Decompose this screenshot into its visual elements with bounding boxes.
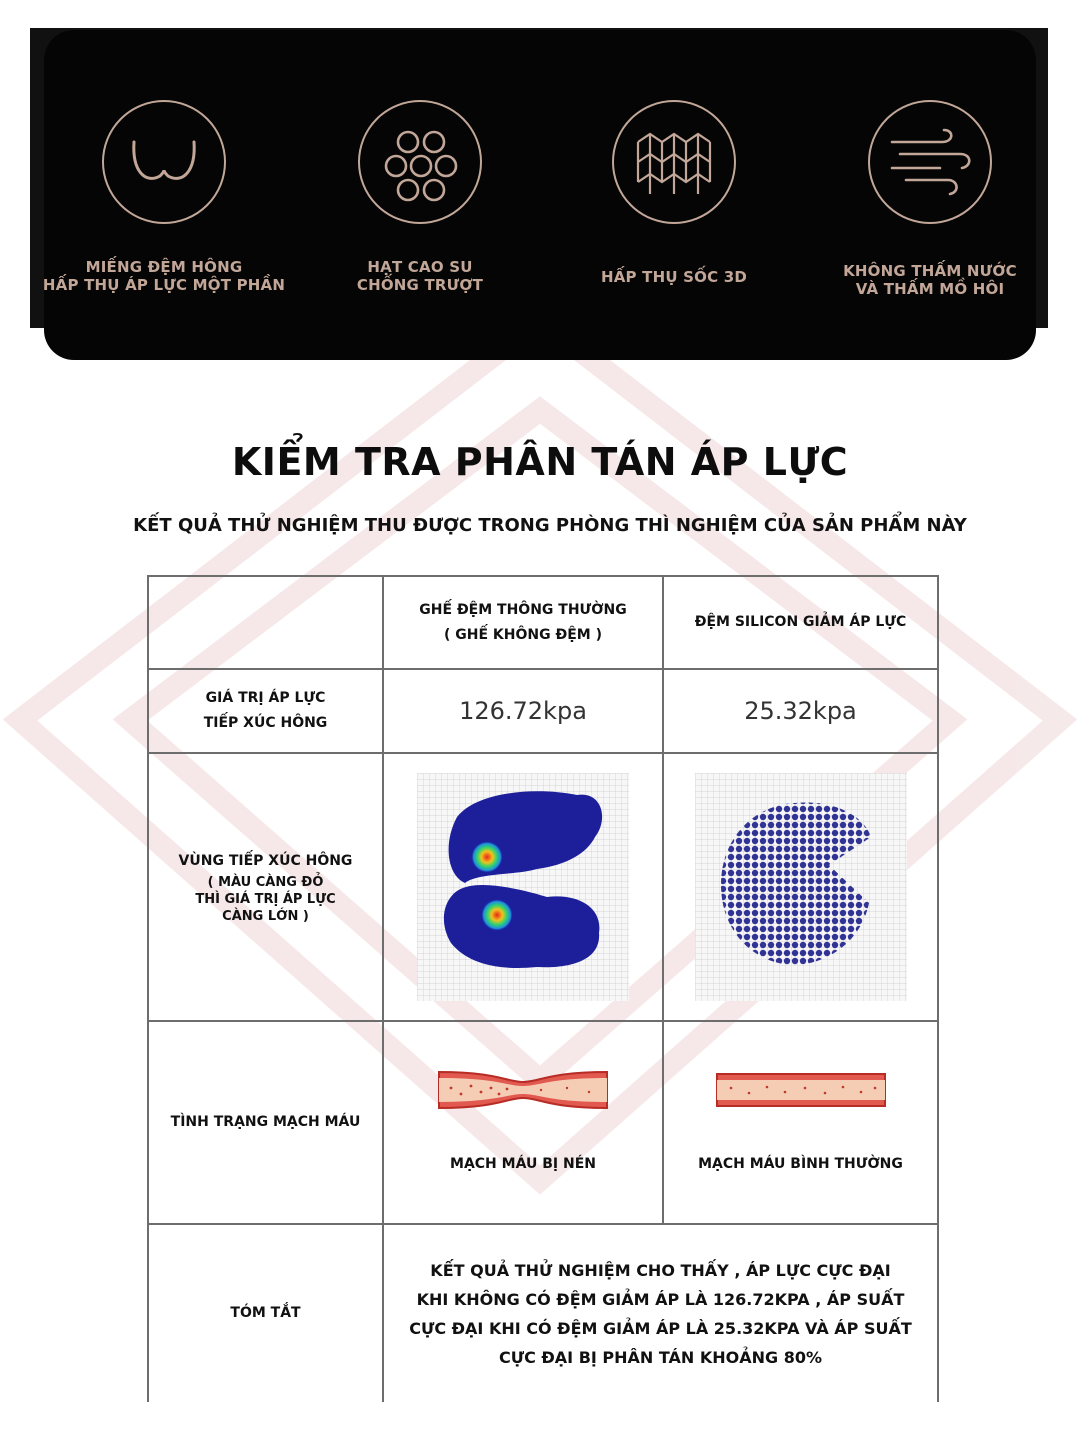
header-normal-line1: GHẾ ĐỆM THÔNG THƯỜNG xyxy=(419,601,627,618)
feature-banner xyxy=(44,30,1036,360)
pressure-value-silicon: 25.32kpa xyxy=(663,669,938,753)
row-label-contact-area xyxy=(148,753,383,1021)
buttock-pad-icon xyxy=(102,100,226,224)
pressure-map-silicon-image xyxy=(695,773,907,1001)
summary-line3: CỰC ĐẠI KHI CÓ ĐỆM GIẢM ÁP LÀ 25.32KPA VÀ ÁP SUẤT xyxy=(409,1318,912,1338)
feature-hip-pad xyxy=(34,100,294,294)
feature-rubber-dots xyxy=(290,100,550,294)
rubber-dots-icon xyxy=(358,100,482,224)
row-label-line2: TIẾP XÚC HÔNG xyxy=(203,715,328,731)
table-row xyxy=(148,753,938,1021)
feature-label-line2: HẤP THỤ ÁP LỰC MỘT PHẦN xyxy=(42,276,286,294)
table-row xyxy=(148,1224,938,1402)
feature-label-line1: HẠT CAO SU xyxy=(367,258,473,276)
vessel-normal-caption: MẠCH MÁU BỊ NÉN xyxy=(450,1156,596,1172)
feature-label-line1: KHÔNG THẤM NƯỚC xyxy=(843,262,1017,280)
vessel-normal-cell xyxy=(383,1021,663,1224)
header-silicon-pad xyxy=(663,576,938,669)
page-title: KIỂM TRA PHÂN TÁN ÁP LỰC xyxy=(231,440,849,484)
row-label-line3: THÌ GIÁ TRỊ ÁP LỰC xyxy=(195,892,336,907)
pressure-map-normal xyxy=(383,753,663,1021)
page-subtitle: KẾT QUẢ THỬ NGHIỆM THU ĐƯỢC TRONG PHÒNG THÌ NGHIỆM CỦA SẢN PHẨM NÀY xyxy=(133,515,967,536)
feature-label-line1: HẤP THỤ SỐC 3D xyxy=(600,268,748,286)
summary-line2: KHI KHÔNG CÓ ĐỆM GIẢM ÁP LÀ 126.72KPA , ÁP SUẤT xyxy=(416,1289,905,1309)
vessel-silicon-caption: MẠCH MÁU BÌNH THƯỜNG xyxy=(698,1156,903,1172)
header-normal-seat xyxy=(383,576,663,669)
row-label-line4: CÀNG LỚN ) xyxy=(222,909,309,924)
pressure-map-silicon xyxy=(663,753,938,1021)
row-label-line1: VÙNG TIẾP XÚC HÔNG xyxy=(178,853,353,869)
summary-line4: CỰC ĐẠI BỊ PHÂN TÁN KHOẢNG 80% xyxy=(498,1347,823,1367)
honeycomb-3d-icon xyxy=(612,100,736,224)
feature-3d-shock xyxy=(544,100,804,286)
table-row xyxy=(148,1021,938,1224)
summary-line1: KẾT QUẢ THỬ NGHIỆM CHO THẤY , ÁP LỰC CỰC ĐẠI xyxy=(430,1260,891,1280)
pressure-value-normal: 126.72kpa xyxy=(383,669,663,753)
row-label-line2: ( MÀU CÀNG ĐỎ xyxy=(207,875,324,890)
row-label-pressure xyxy=(148,669,383,753)
pressure-test-table xyxy=(147,575,939,1402)
feature-label-line1: MIẾNG ĐỆM HÔNG xyxy=(85,258,243,276)
feature-label-line2: CHỐNG TRƯỢT xyxy=(356,276,484,294)
feature-label-line2: VÀ THẤM MỒ HÔI xyxy=(855,280,1005,298)
empty-header-cell xyxy=(148,576,383,669)
table-row xyxy=(148,669,938,753)
header-silicon-label: ĐỆM SILICON GIẢM ÁP LỰC xyxy=(694,614,907,630)
summary-text xyxy=(383,1224,938,1402)
vessel-compressed-icon xyxy=(437,1068,609,1112)
vessel-healthy-icon xyxy=(715,1068,887,1112)
feature-waterproof xyxy=(800,100,1060,298)
table-header-row xyxy=(148,576,938,669)
header-normal-line2: ( GHẾ KHÔNG ĐỆM ) xyxy=(444,626,602,643)
vessel-silicon-cell xyxy=(663,1021,938,1224)
row-label-summary: TÓM TẮT xyxy=(148,1224,383,1402)
pressure-map-normal-image xyxy=(417,773,629,1001)
airflow-icon xyxy=(868,100,992,224)
row-label-line1: GIÁ TRỊ ÁP LỰC xyxy=(205,690,326,706)
row-label-vessel: TÌNH TRẠNG MẠCH MÁU xyxy=(148,1021,383,1224)
